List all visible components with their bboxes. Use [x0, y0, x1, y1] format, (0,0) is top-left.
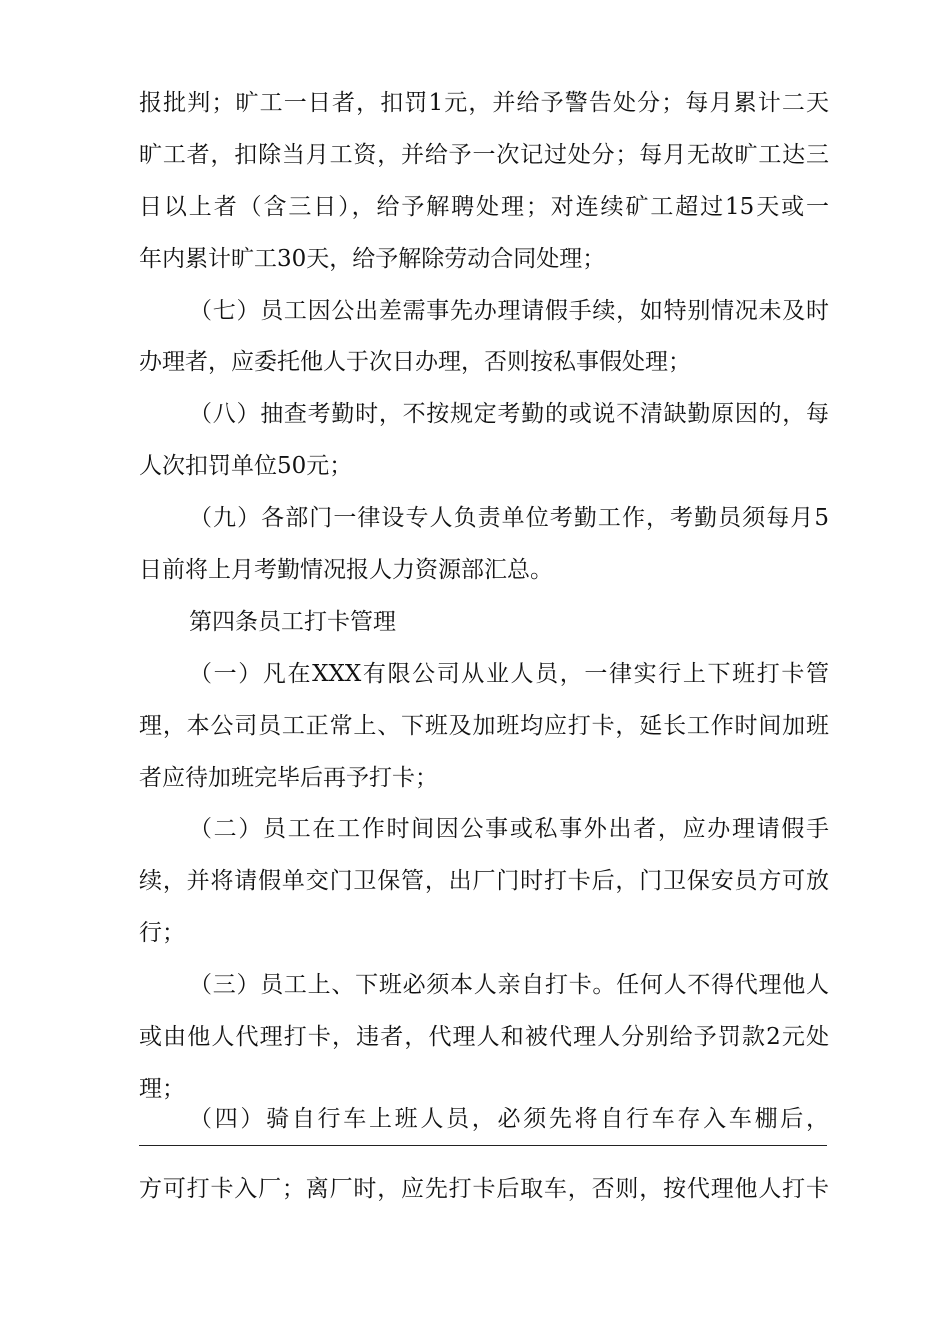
page-break-rule	[139, 1145, 827, 1146]
text-line: （一）凡在XXX有限公司从业人员，一律实行上下班打卡管	[189, 661, 829, 687]
text-line: （三）员工上、下班必须本人亲自打卡。任何人不得代理他人	[189, 972, 829, 998]
text-line: 年内累计旷工30天，给予解除劳动合同处理；	[139, 246, 606, 272]
text-line: 报批判；旷工一日者，扣罚1元，并给予警告处分；每月累计二天	[139, 90, 829, 116]
text-line: （二）员工在工作时间因公事或私事外出者，应办理请假手	[189, 816, 829, 842]
text-line: 或由他人代理打卡，违者，代理人和被代理人分别给予罚款2元处	[139, 1024, 829, 1050]
text-line: 行；	[139, 920, 185, 946]
text-line: 办理者，应委托他人于次日办理，否则按私事假处理；	[139, 349, 691, 375]
text-line: （七）员工因公出差需事先办理请假手续，如特别情况未及时	[189, 298, 829, 324]
text-line: 人次扣罚单位50元；	[139, 453, 353, 479]
text-line: 续，并将请假单交门卫保管，出厂门时打卡后，门卫保安员方可放	[139, 868, 829, 894]
text-line: 理；	[139, 1076, 185, 1102]
text-line: 日前将上月考勤情况报人力资源部汇总。	[139, 557, 553, 583]
text-line: （九）各部门一律设专人负责单位考勤工作，考勤员须每月5	[189, 505, 829, 531]
text-line: 方可打卡入厂；离厂时，应先打卡后取车，否则，按代理他人打卡	[139, 1176, 829, 1202]
section-heading: 第四条员工打卡管理	[189, 609, 396, 635]
text-line: （八）抽查考勤时，不按规定考勤的或说不清缺勤原因的，每	[189, 401, 829, 427]
text-line: 日以上者（含三日），给予解聘处理；对连续矿工超过15天或一	[139, 194, 829, 220]
text-line: 理，本公司员工正常上、下班及加班均应打卡，延长工作时间加班	[139, 713, 829, 739]
text-line: （四）骑自行车上班人员，必须先将自行车存入车棚后，	[189, 1106, 829, 1132]
text-line: 者应待加班完毕后再予打卡；	[139, 765, 438, 791]
text-line: 旷工者，扣除当月工资，并给予一次记过处分；每月无故旷工达三	[139, 142, 829, 168]
